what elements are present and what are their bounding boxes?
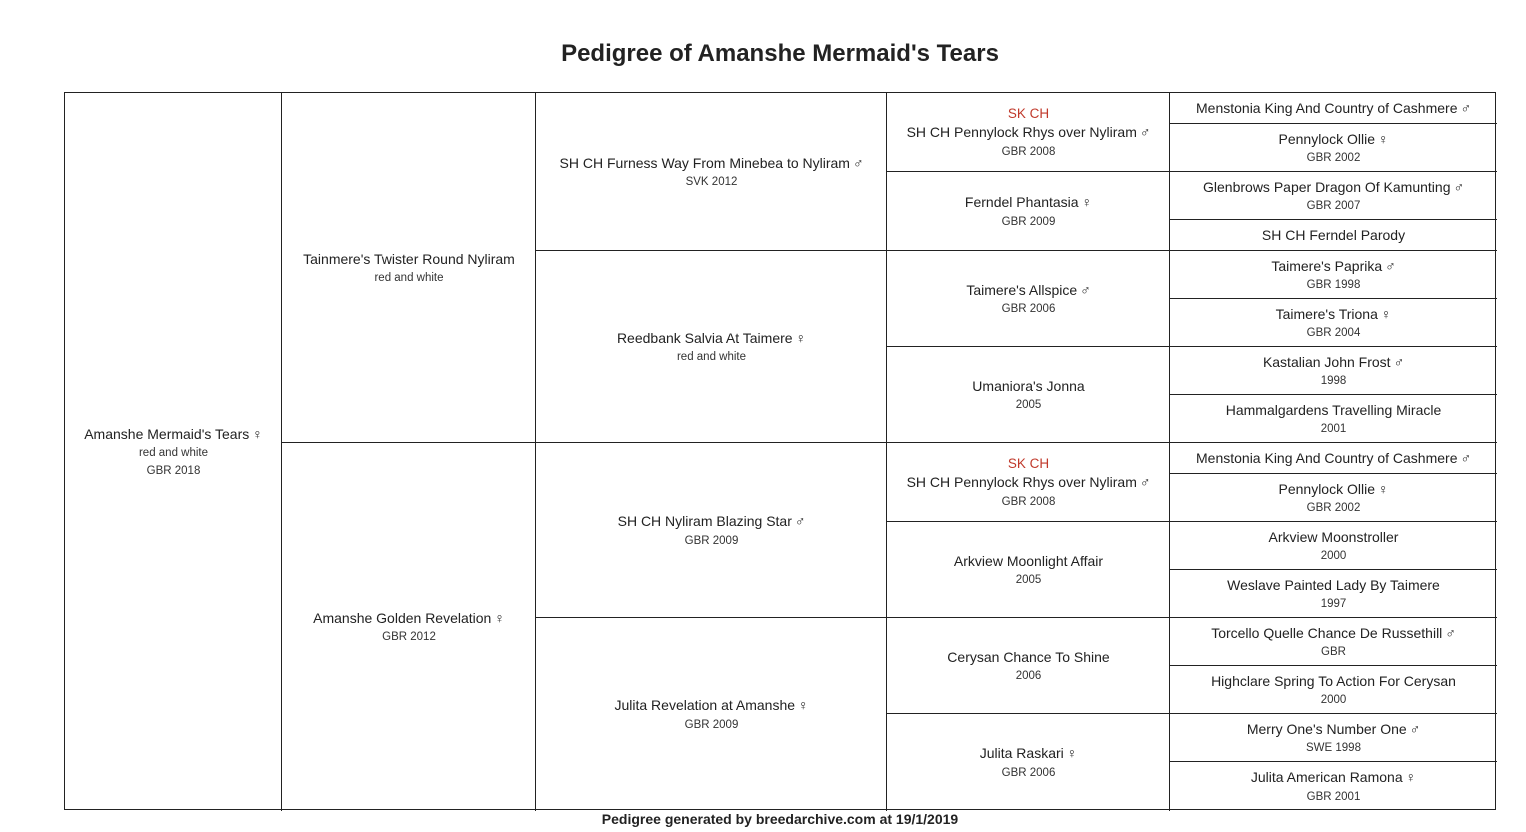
male-icon: ♂ xyxy=(1393,353,1405,370)
pedigree-table xyxy=(64,92,1496,810)
dog-name-row xyxy=(313,610,505,628)
pedigree-cell-gen4-2 xyxy=(1170,172,1497,220)
dog-detail: GBR 2018 xyxy=(146,464,201,477)
pedigree-cell-gen0-0 xyxy=(65,93,282,811)
pedigree-cell-gen3-6 xyxy=(887,618,1170,714)
female-icon: ♀ xyxy=(798,697,809,714)
dog-name-row xyxy=(1279,131,1389,149)
dog-detail: GBR 2001 xyxy=(1306,790,1361,803)
male-icon: ♂ xyxy=(1409,720,1421,737)
male-icon: ♂ xyxy=(1460,99,1471,116)
dog-name[interactable]: Julita Revelation at Amanshe xyxy=(614,697,796,714)
dog-name-row xyxy=(303,251,515,269)
dog-name-row xyxy=(966,282,1090,300)
female-icon: ♀ xyxy=(1066,745,1078,762)
pedigree-cell-gen3-0 xyxy=(887,93,1170,172)
dog-detail: 2001 xyxy=(1320,423,1347,436)
dog-detail: 1998 xyxy=(1320,375,1347,388)
pedigree-cell-gen4-13 xyxy=(1170,666,1497,714)
dog-detail: 1997 xyxy=(1320,598,1347,611)
dog-name[interactable]: Highclare Spring To Action For Cerysan xyxy=(1211,672,1456,689)
dog-detail: GBR 1998 xyxy=(1306,279,1361,292)
dog-detail: 2000 xyxy=(1320,550,1347,563)
dog-detail: GBR 2004 xyxy=(1306,327,1361,340)
pedigree-cell-gen4-4 xyxy=(1170,251,1497,299)
dog-detail: GBR 2006 xyxy=(1001,766,1056,779)
pedigree-cell-gen3-5 xyxy=(887,522,1170,618)
champion-title: SK CH xyxy=(1007,106,1050,122)
pedigree-cell-gen2-0 xyxy=(536,93,887,251)
pedigree-cell-gen4-14 xyxy=(1170,714,1497,762)
dog-name[interactable]: Tainmere's Twister Round Nyliram xyxy=(303,250,515,267)
dog-name-row xyxy=(560,155,864,173)
dog-name-row xyxy=(1196,100,1471,118)
dog-name[interactable]: Taimere's Paprika xyxy=(1271,257,1383,274)
dog-name[interactable]: Arkview Moonstroller xyxy=(1268,528,1399,545)
dog-name-row xyxy=(1276,306,1392,324)
pedigree-cell-gen4-0 xyxy=(1170,93,1497,124)
dog-name-row xyxy=(980,745,1078,763)
dog-name[interactable]: Pennylock Ollie xyxy=(1278,130,1375,147)
pedigree-cell-gen4-10 xyxy=(1170,522,1497,570)
dog-name[interactable]: Julita Raskari xyxy=(979,745,1064,762)
dog-name[interactable]: Torcello Quelle Chance De Russethill xyxy=(1211,624,1443,641)
dog-detail: 2005 xyxy=(1015,574,1042,587)
footer-credit: Pedigree generated by breedarchive.com at 19/1/2019 xyxy=(601,811,959,827)
dog-detail: GBR xyxy=(1321,646,1346,659)
dog-name[interactable]: Weslave Painted Lady By Taimere xyxy=(1227,576,1440,593)
pedigree-cell-gen4-8 xyxy=(1170,443,1497,474)
dog-name[interactable]: Menstonia King And Country of Cashmere xyxy=(1196,449,1458,466)
dog-name[interactable]: Umaniora's Jonna xyxy=(972,377,1085,394)
pedigree-cell-gen2-3 xyxy=(536,618,887,811)
champion-title: SK CH xyxy=(1007,456,1050,472)
dog-name[interactable]: Taimere's Triona xyxy=(1275,305,1378,322)
dog-name-row xyxy=(1196,450,1471,468)
dog-detail: SVK 2012 xyxy=(685,176,738,189)
dog-detail: red and white xyxy=(676,351,747,364)
dog-detail: GBR 2008 xyxy=(1001,495,1056,508)
pedigree-cell-gen3-4 xyxy=(887,443,1170,522)
pedigree-cell-gen4-1 xyxy=(1170,124,1497,172)
pedigree-cell-gen3-2 xyxy=(887,251,1170,347)
pedigree-cell-gen3-7 xyxy=(887,714,1170,811)
dog-detail: GBR 2007 xyxy=(1306,200,1361,213)
dog-detail: GBR 2006 xyxy=(1001,303,1056,316)
dog-name[interactable]: Julita American Ramona xyxy=(1250,769,1403,786)
male-icon: ♂ xyxy=(1460,449,1471,466)
female-icon: ♀ xyxy=(1378,480,1389,497)
dog-detail: red and white xyxy=(374,272,444,285)
male-icon: ♂ xyxy=(1445,624,1456,641)
dog-detail: GBR 2009 xyxy=(684,718,739,731)
dog-name[interactable]: Arkview Moonlight Affair xyxy=(953,552,1104,569)
dog-name[interactable]: Hammalgardens Travelling Miracle xyxy=(1225,401,1442,418)
dog-name[interactable]: Taimere's Allspice xyxy=(966,281,1078,298)
dog-name-row xyxy=(1279,481,1389,499)
dog-name-row xyxy=(954,553,1103,571)
dog-name[interactable]: Kastalian John Frost xyxy=(1262,353,1391,370)
dog-name[interactable]: Merry One's Number One xyxy=(1246,720,1407,737)
male-icon: ♂ xyxy=(852,154,864,171)
pedigree-cell-gen4-11 xyxy=(1170,570,1497,618)
pedigree-cell-gen4-12 xyxy=(1170,618,1497,666)
dog-name[interactable]: SH CH Nyliram Blazing Star xyxy=(617,513,792,530)
female-icon: ♀ xyxy=(1378,130,1389,147)
pedigree-cell-gen4-9 xyxy=(1170,474,1497,522)
dog-name-row xyxy=(947,649,1109,667)
dog-name-row xyxy=(1263,354,1404,372)
dog-name[interactable]: Amanshe Mermaid's Tears xyxy=(84,425,250,442)
male-icon: ♂ xyxy=(1453,178,1464,195)
dog-name-row xyxy=(972,378,1084,396)
dog-detail: 2000 xyxy=(1320,694,1347,707)
pedigree-cell-gen4-7 xyxy=(1170,395,1497,443)
dog-name[interactable]: Menstonia King And Country of Cashmere xyxy=(1196,99,1458,116)
male-icon: ♂ xyxy=(1139,124,1151,140)
dog-detail: GBR 2012 xyxy=(382,631,436,644)
dog-name[interactable]: SH CH Pennylock Rhys over Nyliram xyxy=(906,474,1137,490)
dog-name-row xyxy=(1269,529,1399,547)
dog-name-row xyxy=(1211,625,1456,643)
pedigree-cell-gen4-3 xyxy=(1170,220,1497,251)
dog-name-row xyxy=(907,474,1151,492)
pedigree-cell-gen1-0 xyxy=(282,93,536,443)
dog-name-row xyxy=(1227,577,1440,595)
female-icon: ♀ xyxy=(1405,769,1417,786)
male-icon: ♂ xyxy=(1385,257,1396,274)
dog-detail: GBR 2002 xyxy=(1306,502,1361,515)
dog-name-row xyxy=(1226,402,1442,420)
dog-name[interactable]: Cerysan Chance To Shine xyxy=(947,648,1110,665)
pedigree-cell-gen2-1 xyxy=(536,251,887,443)
dog-name[interactable]: Ferndel Phantasia xyxy=(964,194,1079,211)
pedigree-cell-gen4-5 xyxy=(1170,299,1497,347)
female-icon: ♀ xyxy=(494,609,505,626)
male-icon: ♂ xyxy=(1080,281,1091,298)
pedigree-cell-gen3-1 xyxy=(887,172,1170,251)
dog-name[interactable]: SH CH Furness Way From Minebea to Nyliram xyxy=(559,154,850,171)
dog-name-row xyxy=(617,330,806,348)
dog-name-row xyxy=(1203,179,1464,197)
female-icon: ♀ xyxy=(252,425,263,442)
dog-name[interactable]: Glenbrows Paper Dragon Of Kamunting xyxy=(1203,178,1451,195)
dog-name-row xyxy=(1262,227,1405,245)
dog-detail: GBR 2009 xyxy=(1001,215,1056,228)
dog-name-row xyxy=(614,697,808,715)
dog-name[interactable]: Amanshe Golden Revelation xyxy=(313,609,492,626)
dog-name-row xyxy=(1251,769,1416,787)
dog-detail: red and white xyxy=(138,447,209,460)
dog-name[interactable]: SH CH Pennylock Rhys over Nyliram xyxy=(906,124,1137,140)
dog-name[interactable]: Reedbank Salvia At Taimere xyxy=(616,329,793,346)
dog-name[interactable]: Pennylock Ollie xyxy=(1278,480,1375,497)
dog-detail: GBR 2002 xyxy=(1306,152,1361,165)
pedigree-cell-gen4-15 xyxy=(1170,762,1497,811)
dog-name-row xyxy=(1211,673,1456,691)
dog-detail: 2005 xyxy=(1015,399,1042,412)
male-icon: ♂ xyxy=(1139,474,1151,490)
dog-name-row xyxy=(1271,258,1395,276)
pedigree-cell-gen3-3 xyxy=(887,347,1170,443)
dog-name-row xyxy=(907,124,1151,142)
pedigree-cell-gen4-6 xyxy=(1170,347,1497,395)
dog-detail: GBR 2009 xyxy=(684,534,739,547)
female-icon: ♀ xyxy=(1081,194,1093,211)
dog-name-row xyxy=(1247,721,1420,739)
female-icon: ♀ xyxy=(795,329,807,346)
male-icon: ♂ xyxy=(794,513,806,530)
page-title: Pedigree of Amanshe Mermaid's Tears xyxy=(561,40,999,67)
dog-name-row xyxy=(965,194,1092,212)
dog-detail: 2006 xyxy=(1015,670,1042,683)
dog-detail: GBR 2008 xyxy=(1001,145,1056,158)
pedigree-cell-gen2-2 xyxy=(536,443,887,618)
dog-name-row xyxy=(618,513,806,531)
pedigree-cell-gen1-1 xyxy=(282,443,536,811)
dog-detail: SWE 1998 xyxy=(1306,742,1361,755)
dog-name-row xyxy=(84,426,263,444)
dog-name[interactable]: SH CH Ferndel Parody xyxy=(1261,226,1406,243)
female-icon: ♀ xyxy=(1380,305,1392,322)
